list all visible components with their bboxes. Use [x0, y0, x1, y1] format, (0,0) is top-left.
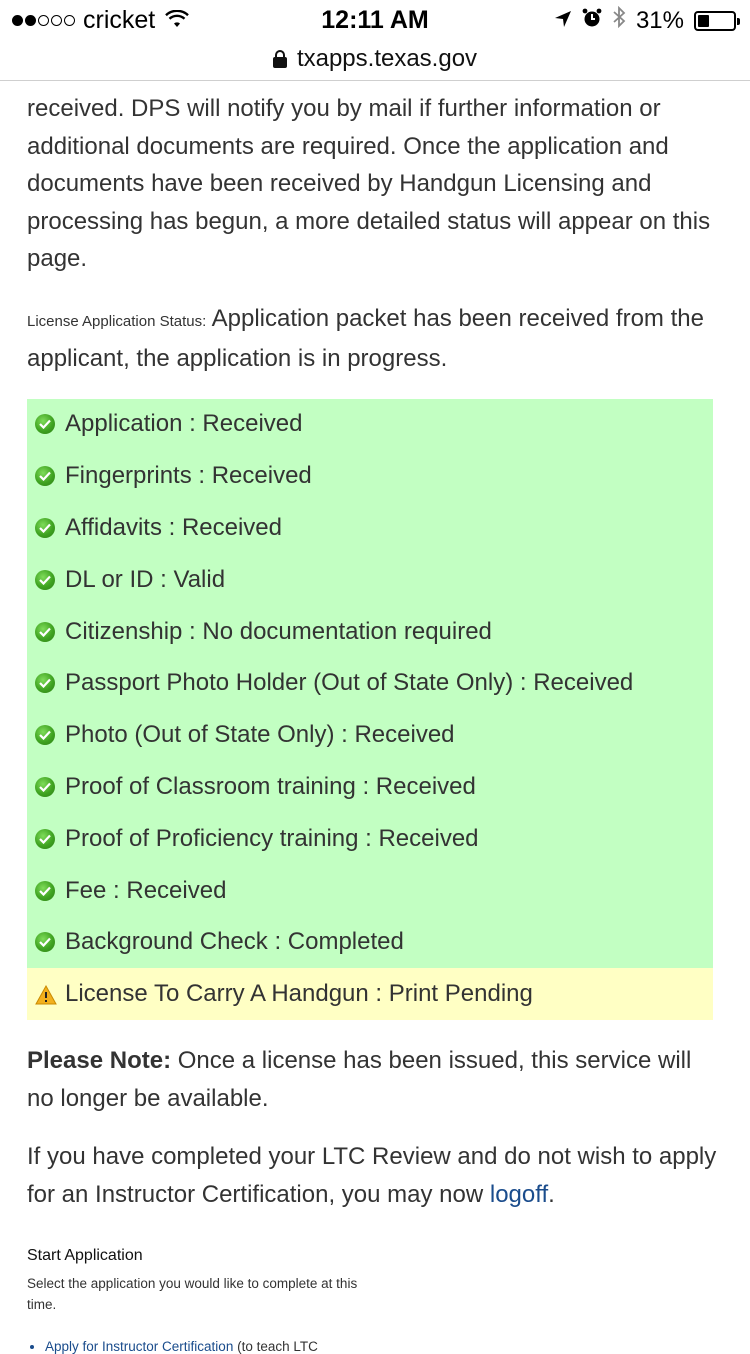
- note-text: Once a license has been issued, this service will no longer be available.: [27, 1047, 692, 1112]
- checklist-item-label: Passport Photo Holder (Out of State Only) : Received: [65, 669, 634, 697]
- checklist-row: [27, 502, 713, 554]
- carrier-name: cricket: [83, 6, 156, 34]
- apply-instructor-certification-link[interactable]: Apply for Instructor Certification: [45, 1339, 234, 1354]
- checklist-item-label: Citizenship : No documentation required: [65, 617, 492, 645]
- checklist-row: [27, 761, 713, 813]
- checklist-row: [27, 916, 713, 968]
- check-circle-icon: [35, 725, 55, 745]
- checklist-item-label: Proof of Classroom training : Received: [65, 772, 476, 800]
- checklist-row: [27, 399, 713, 451]
- check-circle-icon: [35, 881, 55, 901]
- bluetooth-icon: [612, 6, 626, 35]
- application-list: [27, 1339, 717, 1354]
- logoff-link[interactable]: logoff: [489, 1180, 549, 1208]
- status-icons: [554, 6, 736, 35]
- ios-status-bar: [0, 0, 750, 40]
- start-application-description: Select the application you would like to complete at this time.: [27, 1276, 358, 1313]
- intro-paragraph: received. DPS will notify you by mail if further information or additional documents are required. Once the application and documents have been received by Handgun Licensing and processing has begun, a more detailed status will appear on this page.: [27, 95, 711, 272]
- check-circle-icon: [35, 622, 55, 642]
- check-circle-icon: [35, 777, 55, 797]
- lock-icon: [273, 50, 287, 68]
- checklist-row: [27, 554, 713, 606]
- checklist-item-label: Affidavits : Received: [65, 513, 282, 541]
- url-domain[interactable]: txapps.texas.gov: [296, 45, 478, 72]
- address-bar[interactable]: [0, 40, 750, 81]
- check-circle-icon: [35, 466, 55, 486]
- checklist-row: [27, 709, 713, 761]
- requirements-checklist: [27, 399, 713, 1021]
- please-note: [27, 1042, 717, 1117]
- list-item-tail: (to teach LTC: [233, 1339, 318, 1354]
- checklist-row: [27, 813, 713, 865]
- start-application-heading: Start Application: [27, 1247, 143, 1265]
- location-arrow-icon: [554, 7, 572, 35]
- review-paragraph: [27, 1138, 717, 1213]
- check-circle-icon: [35, 518, 55, 538]
- check-circle-icon: [35, 673, 55, 693]
- clipped-text-line: [27, 80, 717, 86]
- checklist-row: [27, 657, 713, 709]
- checklist-item-label: Photo (Out of State Only) : Received: [65, 721, 455, 749]
- check-circle-icon: [35, 932, 55, 952]
- alarm-icon: [582, 7, 602, 35]
- status-label: License Application Status:: [27, 312, 207, 330]
- battery-level: [698, 15, 709, 27]
- battery-icon: [694, 11, 736, 31]
- check-circle-icon: [35, 829, 55, 849]
- check-circle-icon: [35, 570, 55, 590]
- review-text-end: .: [548, 1180, 555, 1208]
- page-content: [27, 80, 717, 1354]
- note-heading: Please Note:: [27, 1047, 172, 1075]
- checklist-item-label: Fee : Received: [65, 876, 227, 904]
- battery-percent: 31%: [635, 6, 684, 34]
- status-value: Application packet has been received from the applicant, the application is in progress.: [27, 304, 704, 372]
- checklist-row: [27, 450, 713, 502]
- warning-icon: [35, 984, 57, 1004]
- checklist-item-label: Fingerprints : Received: [65, 462, 312, 490]
- check-circle-icon: [35, 414, 55, 434]
- checklist-item-label: Background Check : Completed: [65, 928, 404, 956]
- checklist-row: [27, 606, 713, 658]
- checklist-item-label: Application : Received: [65, 410, 303, 438]
- license-application-status: [27, 300, 717, 377]
- checklist-item-label: Proof of Proficiency training : Received: [65, 824, 479, 852]
- checklist-item-label: License To Carry A Handgun : Print Pending: [65, 980, 533, 1008]
- checklist-item-label: DL or ID : Valid: [65, 565, 226, 593]
- review-text: If you have completed your LTC Review and do not wish to apply for an Instructor Certification, you may now: [27, 1143, 717, 1208]
- clock: 12:11 AM: [321, 6, 429, 34]
- list-item: [45, 1339, 717, 1354]
- checklist-row: [27, 865, 713, 917]
- checklist-row: [27, 968, 713, 1020]
